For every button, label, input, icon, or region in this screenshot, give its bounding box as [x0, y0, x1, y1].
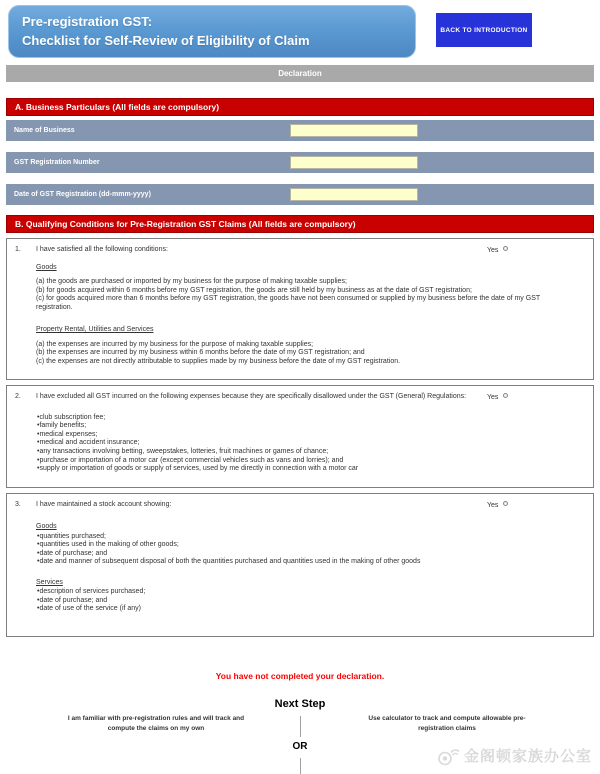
- or-label: OR: [292, 741, 308, 752]
- section-b: [6, 215, 594, 637]
- watermark-text: 金阁顿家族办公室: [463, 748, 592, 765]
- connector-line-bottom: [300, 758, 301, 774]
- stock-goods-bullet: • quantities purchased;: [36, 533, 583, 542]
- question-1-number: 1.: [15, 246, 21, 253]
- page-title-card: [8, 5, 416, 58]
- back-to-introduction-button[interactable]: BACK TO INTRODUCTION: [436, 13, 532, 47]
- stock-services-bullet: • description of services purchased;: [36, 588, 583, 597]
- condition-line: (b) the expenses are incurred by my business within 6 months before the date of my GST registration; and: [36, 349, 365, 357]
- condition-line: (b) for goods acquired within 6 months before my GST registration, the goods are still held by my business as at the date of GST registration;: [36, 286, 472, 294]
- incomplete-declaration-message: You have not completed your declaration.: [215, 671, 385, 681]
- business-name-row: [6, 120, 594, 141]
- expense-bullet: • club subscription fee;: [36, 414, 583, 423]
- next-step-title: Next Step: [274, 698, 326, 710]
- gst-number-input[interactable]: [290, 156, 418, 169]
- expense-bullet: • purchase or importation of a motor car (except commercial vehicles such as vans and lorries); and: [36, 457, 583, 466]
- stock-goods-heading: Goods: [36, 523, 57, 531]
- stock-goods-bullet: • date and manner of subsequent disposal of both the quantities purchased and quantities used in the making of other goods: [36, 558, 583, 567]
- gst-date-label: Date of GST Registration (dd-mmm-yyyy): [14, 191, 151, 198]
- gst-date-row: [6, 184, 594, 205]
- gst-date-input[interactable]: [290, 188, 418, 201]
- gst-number-row: [6, 152, 594, 173]
- stock-goods-bullet: • date of purchase; and: [36, 550, 583, 559]
- watermark: [435, 745, 592, 766]
- expense-bullet: • family benefits;: [36, 422, 583, 431]
- stock-services-bullet: • date of purchase; and: [36, 597, 583, 606]
- question-box-2: [6, 385, 594, 487]
- condition-line: (c) for goods acquired more than 6 months before my GST registration, the goods have not been consumed or supplied by my business before the date of my GST registration.: [36, 295, 541, 311]
- goods-heading: Goods: [36, 263, 57, 271]
- question-1-statement: I have satisfied all the following conditions:: [36, 246, 168, 253]
- question-2-yes-radio[interactable]: [503, 393, 508, 398]
- property-rental-heading: Property Rental, Utilities and Services: [36, 326, 154, 334]
- question-1-yes-label: Yes: [487, 247, 499, 254]
- gst-number-label: GST Registration Number: [14, 159, 100, 166]
- page-title-line1: Pre-registration GST:: [22, 14, 153, 29]
- stock-goods-bullet: • quantities used in the making of other goods;: [36, 541, 583, 550]
- stock-services-bullet: • date of use of the service (if any): [36, 605, 583, 614]
- question-3-yes-radio[interactable]: [503, 501, 508, 506]
- page-title-line2: Checklist for Self-Review of Eligibility of Claim: [22, 32, 310, 48]
- expense-bullet: • medical and accident insurance;: [36, 439, 583, 448]
- business-name-input[interactable]: [290, 124, 418, 137]
- next-step-left-option: I am familiar with pre-registration rules and will track and compute the claims on my own: [67, 715, 245, 732]
- business-name-label: Name of Business: [14, 127, 75, 134]
- question-3-answer: [487, 501, 583, 511]
- expense-bullet: • supply or importation of goods or supply of services, used by me directly in connection with a motor car: [36, 465, 583, 474]
- question-1-answer: [487, 246, 583, 256]
- question-3-number: 3.: [15, 500, 21, 508]
- question-2-answer: [487, 393, 583, 403]
- header: [0, 0, 600, 58]
- question-1-yes-radio[interactable]: [503, 246, 508, 251]
- expense-bullet: • medical expenses;: [36, 431, 583, 440]
- declaration-bar: Declaration: [6, 65, 594, 82]
- weibo-eye-icon: [435, 746, 461, 766]
- question-3-statement: I have maintained a stock account showing:: [36, 500, 172, 508]
- question-box-3: [6, 493, 594, 637]
- section-a-header: A. Business Particulars (All fields are compulsory): [6, 98, 594, 116]
- condition-line: (c) the expenses are not directly attributable to supplies made by my business before the date of my GST registration.: [36, 357, 401, 365]
- question-box-1: [6, 238, 594, 380]
- connector-line-top: [300, 716, 301, 737]
- expense-bullet: • any transactions involving betting, sweepstakes, lotteries, fruit machines or games of chance;: [36, 448, 583, 457]
- question-2-statement: I have excluded all GST incurred on the following expenses because they are specifically disallowed under the GST (General) Regulations:: [36, 393, 467, 401]
- condition-line: (a) the goods are purchased or imported by my business for the purpose of making taxable supplies;: [36, 278, 347, 286]
- question-3-yes-label: Yes: [487, 501, 499, 509]
- next-step-right-option: Use calculator to track and compute allowable pre-registration claims: [368, 715, 526, 732]
- section-b-header: B. Qualifying Conditions for Pre-Registration GST Claims (All fields are compulsory): [6, 215, 594, 233]
- question-2-number: 2.: [15, 393, 21, 401]
- question-2-yes-label: Yes: [487, 394, 499, 402]
- stock-services-heading: Services: [36, 578, 63, 586]
- condition-line: (a) the expenses are incurred by my business for the purpose of making taxable supplies;: [36, 340, 314, 348]
- section-a: [6, 98, 594, 205]
